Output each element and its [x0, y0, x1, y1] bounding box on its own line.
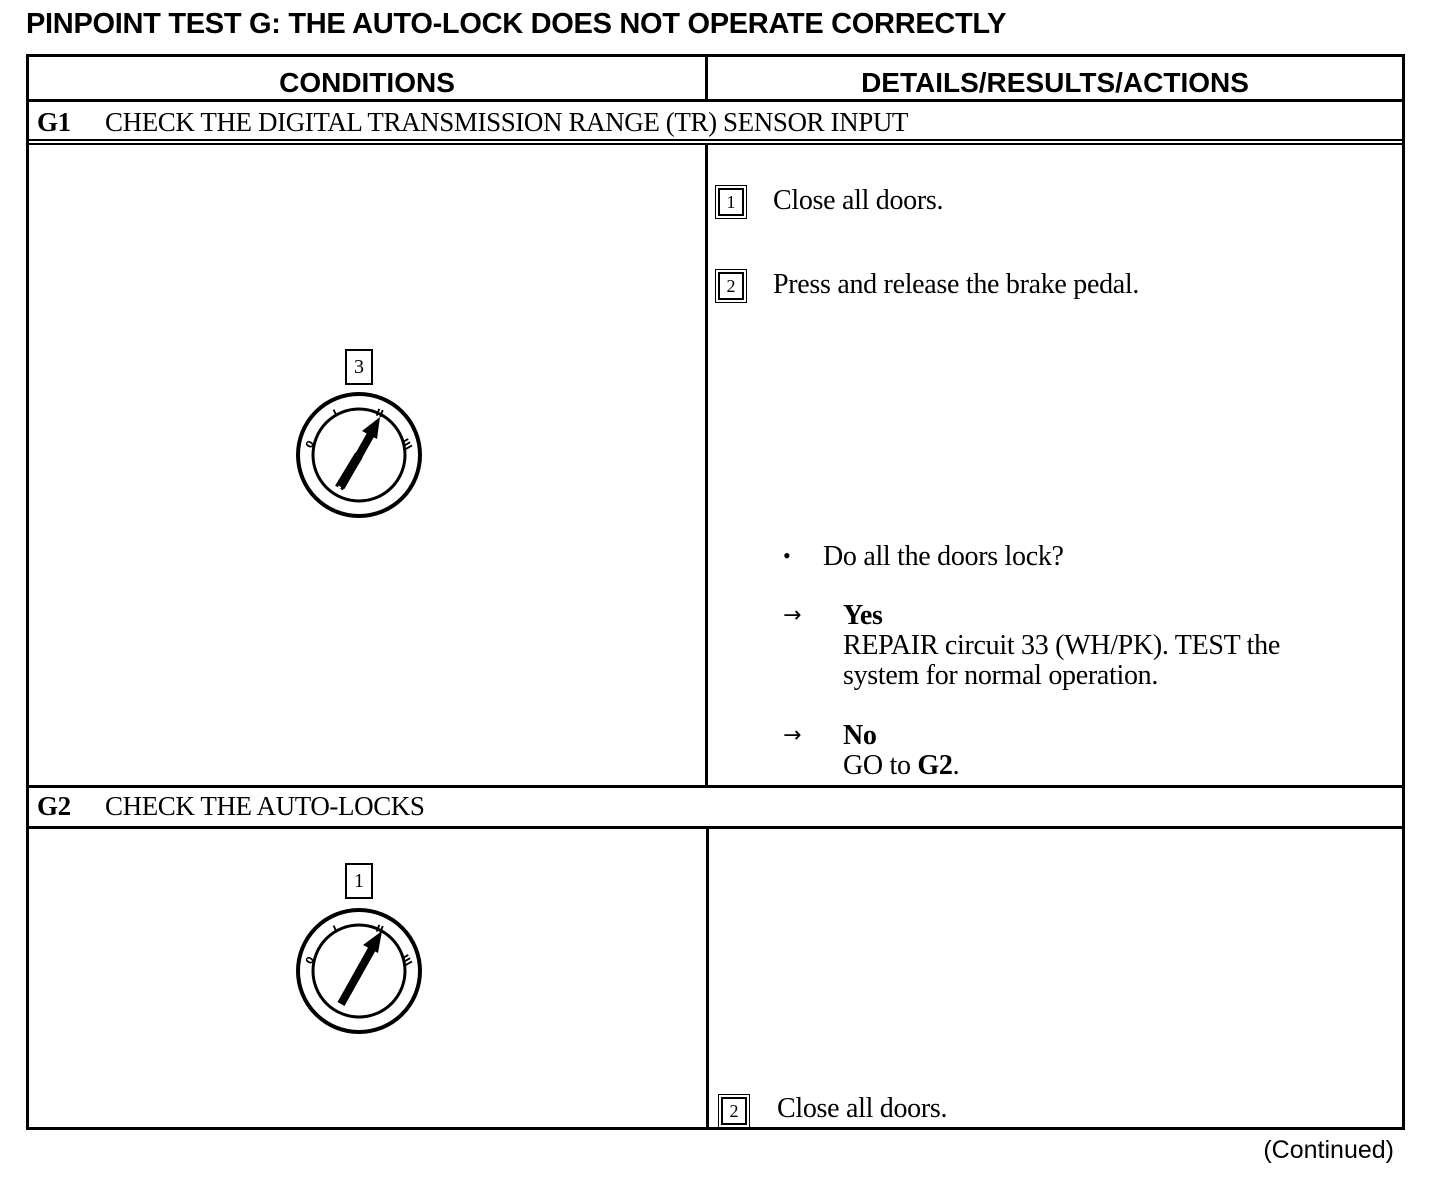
step-g2-title-bar — [37, 788, 425, 824]
g1-yes-arrow-icon: → — [783, 603, 802, 628]
g1-result-no-go-suffix: . — [952, 750, 960, 781]
svg-text:I: I — [331, 408, 340, 420]
g1-result-no-label: No — [843, 720, 877, 751]
step-g2-id: G2 — [37, 791, 71, 821]
svg-text:III: III — [398, 953, 414, 969]
pinpoint-test-table — [26, 54, 1405, 1130]
g1-result-yes-line-2: system for normal operation. — [843, 660, 1159, 691]
g1-title-rule-bottom — [29, 143, 1402, 145]
g1-condition-step-number: 3 — [345, 349, 373, 385]
g1-ignition-switch-icon — [295, 391, 423, 519]
svg-text:I: I — [331, 924, 340, 936]
step-g1-title-bar — [37, 104, 908, 140]
g1-question-bullet-icon: • — [783, 543, 791, 568]
g1-result-no — [843, 721, 959, 781]
svg-text:II: II — [373, 407, 385, 421]
g2-action-2-text: Close all doors. — [777, 1093, 948, 1124]
g1-no-arrow-icon: → — [783, 723, 802, 748]
svg-text:0: 0 — [304, 954, 318, 967]
conditions-column-header: CONDITIONS — [279, 67, 455, 98]
g2-column-divider — [706, 826, 709, 1128]
svg-text:0: 0 — [304, 438, 318, 451]
g2-ignition-switch-icon — [295, 907, 423, 1035]
g1-result-no-action — [843, 751, 959, 781]
page-title: PINPOINT TEST G: THE AUTO-LOCK DOES NOT OPERATE CORRECTLY — [26, 8, 1007, 40]
g1-action-2-text: Press and release the brake pedal. — [773, 269, 1140, 300]
g1-action-2-number: 2 — [718, 272, 744, 300]
g1-result-yes-label: Yes — [843, 600, 883, 631]
header-rule — [29, 99, 1402, 102]
g1-question: Do all the doors lock? — [823, 541, 1064, 572]
g1-title-rule-top — [29, 139, 1402, 141]
g2-action-2-number: 2 — [721, 1097, 747, 1125]
svg-text:II: II — [373, 923, 385, 937]
g1-column-divider — [705, 143, 708, 787]
g1-result-yes — [843, 601, 1280, 691]
g1-result-no-go-prefix: GO to — [843, 750, 918, 781]
g2-title-rule-bottom — [29, 826, 1402, 829]
step-g2-title: CHECK THE AUTO-LOCKS — [105, 791, 425, 821]
g1-result-no-go-target: G2 — [917, 750, 953, 781]
step-g1-title: CHECK THE DIGITAL TRANSMISSION RANGE (TR) SENSOR INPUT — [105, 107, 909, 137]
details-column-header: DETAILS/RESULTS/ACTIONS — [861, 67, 1249, 98]
header-divider — [705, 57, 708, 101]
g2-condition-step-number: 1 — [345, 863, 373, 899]
step-g1-id: G1 — [37, 107, 71, 137]
g1-action-1-text: Close all doors. — [773, 185, 944, 216]
continued-note: (Continued) — [1263, 1136, 1394, 1164]
g1-action-1-number: 1 — [718, 188, 744, 216]
svg-text:III: III — [398, 437, 414, 453]
g1-result-yes-line-1: REPAIR circuit 33 (WH/PK). TEST the — [843, 630, 1280, 661]
